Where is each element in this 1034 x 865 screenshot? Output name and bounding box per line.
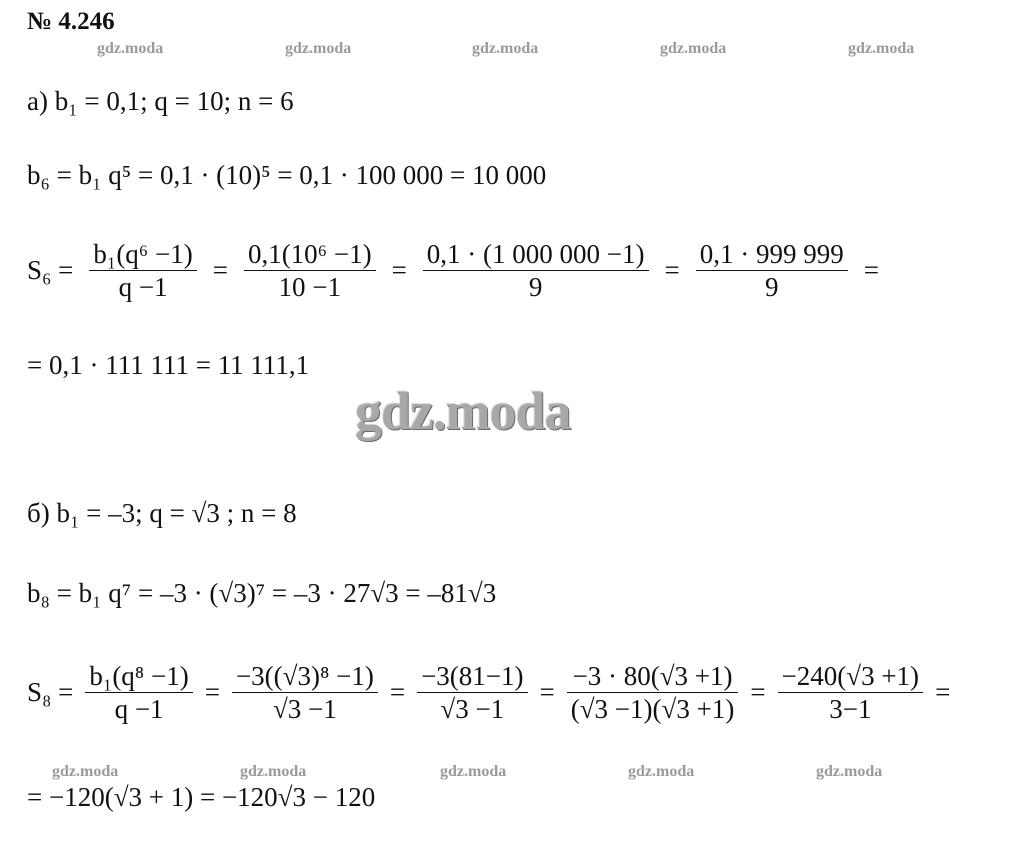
fraction-denominator: (√3 −1)(√3 +1) bbox=[570, 694, 735, 724]
part-b-given: б) b₁ = –3; q = √3 ; n = 8 bbox=[27, 498, 297, 528]
fraction-denominator: √3 −1 bbox=[440, 694, 505, 724]
fraction-numerator: b₁(q⁶ −1) bbox=[89, 238, 196, 271]
fraction-numerator: 0,1(10⁶ −1) bbox=[244, 238, 376, 271]
fraction bbox=[417, 660, 527, 725]
fraction bbox=[696, 238, 848, 303]
fraction bbox=[778, 660, 924, 725]
watermark-text: gdz.moda bbox=[848, 40, 915, 57]
fraction bbox=[85, 660, 192, 725]
sum-lhs: S₆ = bbox=[27, 255, 74, 285]
fraction-numerator: 0,1 · (1 000 000 −1) bbox=[423, 238, 649, 271]
equals-sign: = bbox=[212, 255, 228, 285]
fraction-denominator: √3 −1 bbox=[272, 694, 337, 724]
fraction-numerator: 0,1 · 999 999 bbox=[696, 238, 848, 271]
part-a-result: = 0,1 · 111 111 = 11 111,1 bbox=[27, 350, 310, 380]
fraction-denominator: 10 −1 bbox=[278, 272, 341, 302]
sum-lhs: S₈ = bbox=[27, 677, 74, 707]
problem-title: № 4.246 bbox=[27, 8, 115, 35]
fraction-numerator: −3 · 80(√3 +1) bbox=[567, 660, 739, 693]
part-b-sum-formula bbox=[27, 660, 950, 725]
watermark-logo: gdz.moda bbox=[355, 381, 571, 441]
equals-sign: = bbox=[391, 255, 407, 285]
fraction bbox=[232, 660, 378, 725]
equals-sign: = bbox=[539, 677, 555, 707]
watermark-text: gdz.moda bbox=[440, 763, 507, 780]
fraction-numerator: −240(√3 +1) bbox=[778, 660, 924, 693]
fraction-numerator: −3(81−1) bbox=[417, 660, 527, 693]
fraction-denominator: q −1 bbox=[114, 694, 164, 724]
fraction bbox=[567, 660, 739, 725]
part-a-b6-formula: b₆ = b₁ q⁵ = 0,1 · (10)⁵ = 0,1 · 100 000 = 10 000 bbox=[27, 160, 547, 190]
fraction-numerator: −3((√3)⁸ −1) bbox=[232, 660, 378, 693]
equals-sign: = bbox=[664, 255, 680, 285]
equals-sign: = bbox=[750, 677, 766, 707]
fraction-denominator: q −1 bbox=[118, 272, 168, 302]
watermark-text: gdz.moda bbox=[628, 763, 695, 780]
equals-sign: = bbox=[863, 255, 879, 285]
fraction-numerator: b₁(q⁸ −1) bbox=[85, 660, 192, 693]
watermark-text: gdz.moda bbox=[285, 40, 352, 57]
fraction-denominator: 3−1 bbox=[829, 694, 872, 724]
part-b-b8-formula: b₈ = b₁ q⁷ = –3 · (√3)⁷ = –3 · 27√3 = –81√3 bbox=[27, 578, 497, 608]
fraction-denominator: 9 bbox=[764, 272, 779, 302]
part-a-given: а) b₁ = 0,1; q = 10; n = 6 bbox=[27, 86, 294, 116]
fraction bbox=[244, 238, 376, 303]
part-a-sum-formula bbox=[27, 238, 879, 303]
watermark-text: gdz.moda bbox=[660, 40, 727, 57]
part-b-result: = −120(√3 + 1) = −120√3 − 120 bbox=[27, 782, 376, 812]
equals-sign: = bbox=[935, 677, 951, 707]
watermark-text: gdz.moda bbox=[472, 40, 539, 57]
fraction bbox=[89, 238, 196, 303]
fraction bbox=[423, 238, 649, 303]
equals-sign: = bbox=[389, 677, 406, 707]
fraction-denominator: 9 bbox=[528, 272, 543, 302]
watermark-text: gdz.moda bbox=[97, 40, 164, 57]
equals-sign: = bbox=[204, 677, 220, 707]
watermark-text: gdz.moda bbox=[240, 763, 307, 780]
watermark-text: gdz.moda bbox=[816, 763, 883, 780]
watermark-text: gdz.moda bbox=[52, 763, 119, 780]
